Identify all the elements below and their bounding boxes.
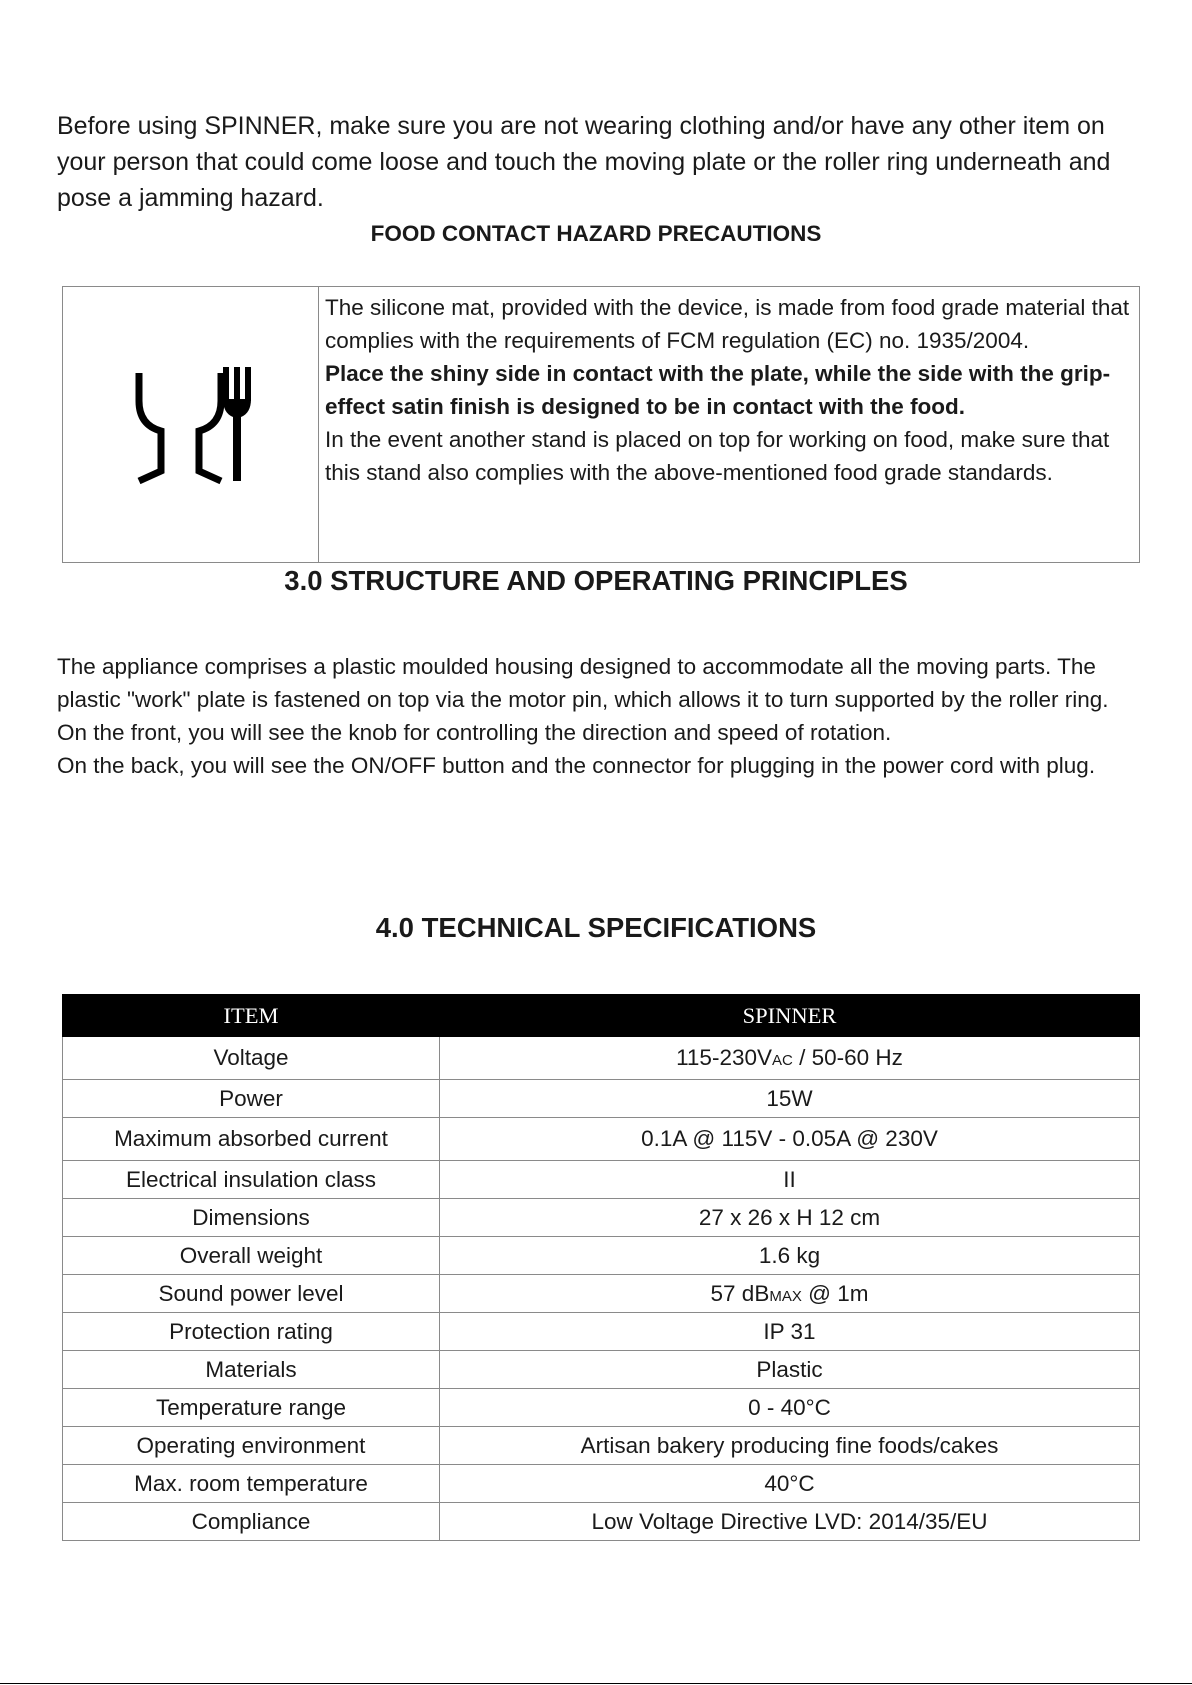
section-3-para: On the back, you will see the ON/OFF button and the connector for plugging in the power cord with plug. xyxy=(57,753,1096,778)
table-row xyxy=(63,1313,1140,1351)
section-3-para: On the front, you will see the knob for controlling the direction and speed of rotation. xyxy=(57,720,892,745)
spec-item: Max. room temperature xyxy=(63,1465,440,1503)
spec-value: Plastic xyxy=(440,1351,1140,1389)
specs-header-row xyxy=(63,995,1140,1037)
specs-header-spinner: SPINNER xyxy=(440,995,1140,1037)
spec-value-text: 115-230V xyxy=(676,1045,772,1070)
spec-value: 1.6 kg xyxy=(440,1237,1140,1275)
spec-item: Operating environment xyxy=(63,1427,440,1465)
spec-value: Artisan bakery producing fine foods/cakes xyxy=(440,1427,1140,1465)
spec-value xyxy=(440,1037,1140,1080)
spec-item: Maximum absorbed current xyxy=(63,1118,440,1161)
spec-item: Protection rating xyxy=(63,1313,440,1351)
spec-value-text: 57 dB xyxy=(710,1280,770,1306)
table-row xyxy=(63,1503,1140,1541)
table-row xyxy=(63,1427,1140,1465)
spec-value-text: / 50-60 Hz xyxy=(792,1045,903,1070)
food-contact-heading: FOOD CONTACT HAZARD PRECAUTIONS xyxy=(370,221,822,246)
spec-item: Temperature range xyxy=(63,1389,440,1427)
spec-value-text: @ 1m xyxy=(801,1280,869,1306)
spec-value: II xyxy=(440,1161,1140,1199)
table-row xyxy=(63,1118,1140,1161)
glass-fork-icon xyxy=(129,363,253,487)
section-4-heading: 4.0 TECHNICAL SPECIFICATIONS xyxy=(375,912,817,943)
spec-value-subscript: MAX xyxy=(769,1287,802,1305)
section-3-body xyxy=(57,650,1142,782)
table-row xyxy=(63,1199,1140,1237)
spec-item: Materials xyxy=(63,1351,440,1389)
food-contact-icon-cell xyxy=(63,287,319,562)
spec-value: 40°C xyxy=(440,1465,1140,1503)
spec-item: Electrical insulation class xyxy=(63,1161,440,1199)
table-row xyxy=(63,1465,1140,1503)
spec-value: 0.1A @ 115V - 0.05A @ 230V xyxy=(440,1118,1140,1161)
spec-item: Compliance xyxy=(63,1503,440,1541)
spec-value xyxy=(440,1275,1140,1313)
section-3-heading: 3.0 STRUCTURE AND OPERATING PRINCIPLES xyxy=(284,565,908,596)
table-row xyxy=(63,1389,1140,1427)
spec-item: Overall weight xyxy=(63,1237,440,1275)
spec-value-subscript: AC xyxy=(772,1052,793,1069)
section-3-para: The appliance comprises a plastic moulded housing designed to accommodate all the moving parts. The plastic "work" plate is fastened on top via the motor pin, which allows it to turn supported by the roller ring. xyxy=(57,654,1109,712)
spec-value: 27 x 26 x H 12 cm xyxy=(440,1199,1140,1237)
table-row xyxy=(63,1080,1140,1118)
spec-item: Sound power level xyxy=(63,1275,440,1313)
table-row xyxy=(63,1037,1140,1080)
spec-item: Voltage xyxy=(63,1037,440,1080)
table-row xyxy=(63,1351,1140,1389)
food-contact-box xyxy=(62,286,1140,563)
spec-value: 15W xyxy=(440,1080,1140,1118)
intro-paragraph: Before using SPINNER, make sure you are not wearing clothing and/or have any other item on your person that could come loose and touch the moving plate or the roller ring underneath and pose a jamming hazard. xyxy=(57,112,1111,212)
spec-value: 0 - 40°C xyxy=(440,1389,1140,1427)
spec-value: Low Voltage Directive LVD: 2014/35/EU xyxy=(440,1503,1140,1541)
food-contact-text xyxy=(319,287,1139,562)
page-bottom-rule xyxy=(0,1683,1192,1684)
spec-item: Dimensions xyxy=(63,1199,440,1237)
spec-value: IP 31 xyxy=(440,1313,1140,1351)
table-row xyxy=(63,1161,1140,1199)
specs-table xyxy=(62,994,1140,1541)
food-contact-para-1: The silicone mat, provided with the device, is made from food grade material that complies with the requirements of FCM regulation (EC) no. 1935/2004. xyxy=(325,295,1130,353)
spec-item: Power xyxy=(63,1080,440,1118)
table-row xyxy=(63,1275,1140,1313)
specs-header-item: ITEM xyxy=(63,995,440,1037)
table-row xyxy=(63,1237,1140,1275)
food-contact-para-3: In the event another stand is placed on top for working on food, make sure that this stand also complies with the above-mentioned food grade standards. xyxy=(325,427,1110,485)
food-contact-para-2: Place the shiny side in contact with the plate, while the side with the grip-effect satin finish is designed to be in contact with the food. xyxy=(325,361,1111,419)
